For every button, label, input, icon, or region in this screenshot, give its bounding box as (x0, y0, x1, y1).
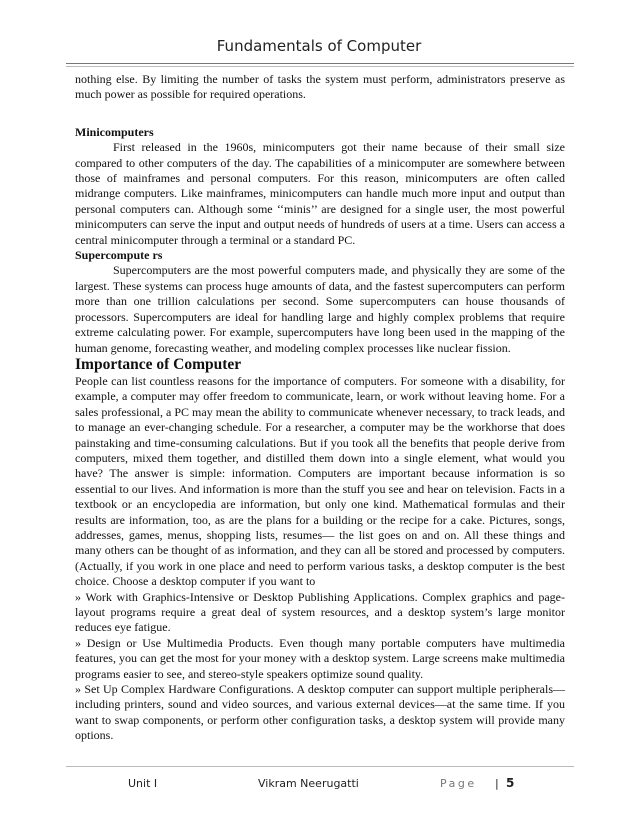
bullet-hardware: » Set Up Complex Hardware Configurations. A desktop computer can support multiple peripherals—including printers, sound and video sources, and various external devices—at the same time. If you want to swap components, or perform other configuration tasks, a desktop system will provide many options. (75, 682, 565, 743)
footer-page-label: Page (440, 777, 477, 790)
header-divider-secondary (66, 66, 574, 67)
supercomputers-paragraph: Supercomputers are the most powerful computers made, and physically they are some of the largest. These systems can process huge amounts of data, and the fastest supercomputers can perform more than one trillion calculations per second. Some supercomputers can house thousands of processors. Supercomputers are ideal for handling large and highly complex problems that require extreme calculating power. For example, supercomputers have long been used in the mapping of the human genome, forecasting weather, and modeling complex processes like nuclear fission. (75, 263, 565, 355)
paragraph-spacer (75, 103, 565, 125)
supercomputers-heading: Supercompute rs (75, 248, 163, 263)
footer-divider (66, 766, 574, 767)
footer-page-number: 5 (506, 776, 515, 790)
bullet-graphics: » Work with Graphics-Intensive or Desktop Publishing Applications. Complex graphics and page-layout programs require a great deal of system resources, and a desktop system’s large monitor reduces eye fatigue. (75, 589, 565, 635)
importance-paragraph: People can list countless reasons for the importance of computers. For someone with a disability, for example, a computer may offer freedom to communicate, learn, or work without leaving home. For a sales professional, a PC may mean the ability to communicate whenever necessary, to track leads, and to manage an ever-changing schedule. For a researcher, a computer may be the workhorse that does painstaking and time-consuming calculations. But if you took all the benefits that people derive from computers, mixed them together, and distilled them down into a single element, what would you have? The answer is simple: information. Computers are important because information is so essential to our lives. And information is more than the stuff you see and hear on television. Facts in a textbook or an encyclopedia are information, but only one kind. Mathematical formulas and their results are information, too, as are the plans for a building or the recipe for a cake. Pictures, songs, addresses, games, menus, shopping lists, resumes— the list goes on and on. All these things and many others can be thought of as information, and they can all be stored and processed by computers. (Actually, if you work in one place and need to perform various tasks, a desktop computer is the best choice. Choose a desktop computer if you want to (75, 373, 565, 589)
importance-heading: Importance of Computer (75, 355, 242, 373)
intro-paragraph: nothing else. By limiting the number of tasks the system must perform, administrators preserve as much power as possible for required operations. (75, 72, 565, 102)
page-body (75, 72, 565, 744)
footer-separator: | (495, 777, 499, 790)
bullet-multimedia: » Design or Use Multimedia Products. Even though many portable computers have multimedia features, you can get the most for your money with a desktop system. Large screens make multimedia programs easier to see, and stereo-style speakers optimize sound quality. (75, 635, 565, 681)
page-footer (0, 775, 638, 795)
minicomputers-heading: Minicomputers (75, 124, 154, 139)
page-header-title: Fundamentals of Computer (216, 37, 422, 55)
minicomputers-paragraph: First released in the 1960s, minicomputers got their name because of their small size compared to other computers of the day. The capabilities of a minicomputer are somewhere between those of mainframes and personal computers. For this reason, minicomputers are often called midrange computers. Like mainframes, minicomputers can handle much more input and output than personal computers can. Although some ‘‘minis’’ are designed for a single user, the most powerful minicomputers can serve the input and output needs of hundreds of users at a time. Users can access a central minicomputer through a terminal or a standard PC. (75, 140, 565, 247)
footer-author: Vikram Neerugatti (258, 777, 359, 790)
footer-unit: Unit I (128, 777, 158, 790)
header-divider (66, 63, 574, 64)
